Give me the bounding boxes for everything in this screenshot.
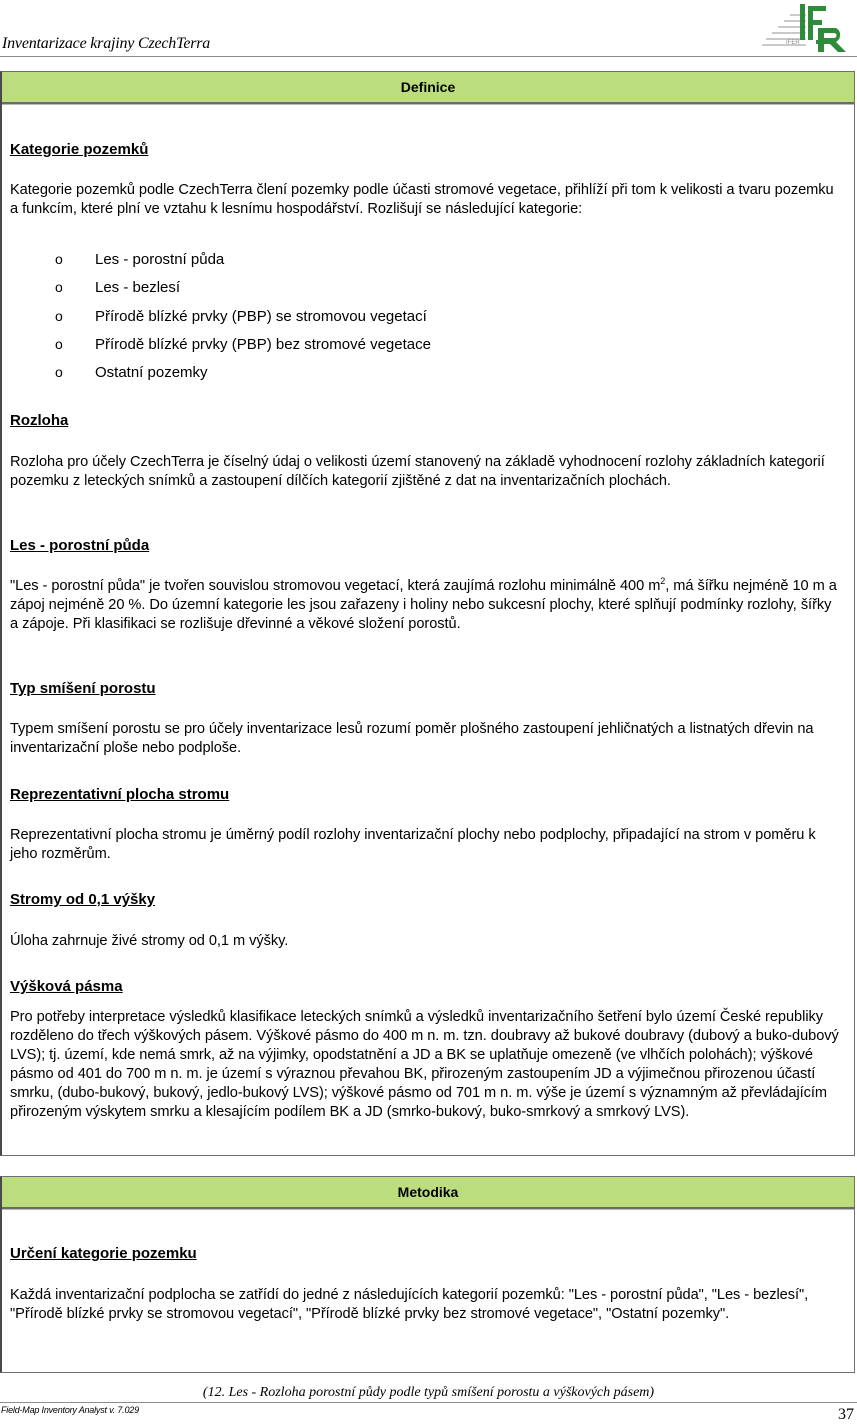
section-text-typ-smiseni: Typem smíšení porostu se pro účely inventarizace lesů rozumí poměr plošného zastoupení jehličnatých a listnatých dřevin na inventarizační ploše nebo podploše. xyxy=(10,721,814,756)
bullet-circle-icon: o xyxy=(55,251,63,267)
bullet-circle-icon: o xyxy=(55,279,63,295)
section-text-rozloha: Rozloha pro účely CzechTerra je číselný údaj o velikosti území stanovený na základě vyhodnocení rozlohy základních kategorií pozemku z leteckých snímků a zastoupení dílčích kategorií zjištěné z dat na inventarizačních plochách. xyxy=(10,454,825,489)
metodika-heading: Metodika xyxy=(2,1177,854,1209)
section-text-kategorie-pozemku: Kategorie pozemků podle CzechTerra člení pozemky podle účasti stromové vegetace, přihlíží při tom k velikosti a tvaru pozemku a funkcím, které plní ve vztahu k lesnímu hospodářství. Rozlišují se následující kategorie: xyxy=(10,182,834,217)
section-text-urceni-kategorie: Každá inventarizační podplocha se zatřídí do jedné z následujících kategorií pozemků: "Les - porostní půda", "Les - bezlesí", "Přírodě blízké prvky se stromovou vegetací", "Přírodě blízké prvky bez stromové vegetace", "Ostatní pozemky". xyxy=(10,1287,809,1322)
section-title-rozloha: Rozloha xyxy=(10,412,69,429)
section-text-les-porostni-puda: "Les - porostní půda" je tvořen souvislou stromovou vegetací, která zaujímá rozlohu minimálně 400 $m^2$, má šířku nejméně 10 m a zápoj nejméně 20 %. Do územní kategorie les jsou zařazeny i holiny nebo sukcesní plochy, které splňují podmínky rozlohy, šířky a zápoje. Při klasifikaci se rozlišuje dřevinné a věkové složení porostů. xyxy=(10,576,837,632)
section-title-stromy-vysky: Stromy od 0,1 výšky xyxy=(10,891,156,908)
section-title-reprezentativni-plocha: Reprezentativní plocha stromu xyxy=(10,786,230,803)
bullet-circle-icon: o xyxy=(55,308,63,324)
list-item: o Ostatní pozemky xyxy=(55,364,208,381)
list-item: o Přírodě blízké prvky (PBP) bez stromové vegetace xyxy=(55,336,431,353)
section-title-les-porostni-puda: Les - porostní půda xyxy=(10,537,150,554)
list-item: o Les - bezlesí xyxy=(55,279,181,296)
document-header xyxy=(0,0,857,58)
list-item: o Les - porostní půda xyxy=(55,251,225,268)
metodika-panel xyxy=(0,1176,855,1373)
page-number: 37 xyxy=(838,1406,854,1423)
section-text-vyskova-pasma: Pro potřeby interpretace výsledků klasifikace leteckých snímků a výsledků inventarizačního šetření bylo území České republiky rozděleno do třech výškových pásem. Výškové pásmo do 400 m n. m. tzn. doubravy až bukové doubravy (dubový a buko-dubový LVS); tj. území, kde nemá smrk, až na výjimky, opodstatnění a JD a BK se uplatňuje omezeně (ve vlhčích polohách); výškové pásmo od 401 do 700 m n. m. je území s výraznou převahou BK, přirozeným zastoupením JD a výjimečnou přirozenou účastí smrku, (dubo-bukový, bukový, jedlo-bukový LVS); výškové pásmo od 701 m n. m. výše je území s významným až převládajícím přirozeným výskytem smrku a klesajícím podílem BK a JD (smrko-bukový, buko-smrkový a smrkový LVS). xyxy=(10,1009,839,1120)
section-text-stromy-vysky: Úloha zahrnuje živé stromy od 0,1 m výšky. xyxy=(10,933,289,949)
report-caption: (12. Les - Rozloha porostní půdy podle typů smíšení porostu a výškových pásem) xyxy=(202,1385,655,1400)
ifer-logo xyxy=(760,2,854,54)
bullet-circle-icon: o xyxy=(55,336,63,352)
footer-divider xyxy=(0,1402,857,1403)
header-divider xyxy=(0,56,857,57)
section-title-urceni-kategorie: Určení kategorie pozemku xyxy=(10,1245,197,1262)
bullet-circle-icon: o xyxy=(55,364,63,380)
definice-heading: Definice xyxy=(2,72,854,104)
section-title-vyskova-pasma: Výšková pásma xyxy=(10,978,123,995)
list-item: o Přírodě blízké prvky (PBP) se stromovou vegetací xyxy=(55,308,427,325)
section-text-reprezentativni-plocha: Reprezentativní plocha stromu je úměrný podíl rozlohy inventarizační plochy nebo podplochy, připadající na strom v poměru k jeho rozměrům. xyxy=(10,827,816,862)
logo-text: IFER xyxy=(786,40,800,46)
section-title-typ-smiseni: Typ smíšení porostu xyxy=(10,680,156,697)
app-version: Field-Map Inventory Analyst v. 7.029 xyxy=(1,1405,139,1415)
document-title: Inventarizace krajiny CzechTerra xyxy=(2,35,211,52)
section-title-kategorie-pozemku: Kategorie pozemků xyxy=(10,141,149,158)
